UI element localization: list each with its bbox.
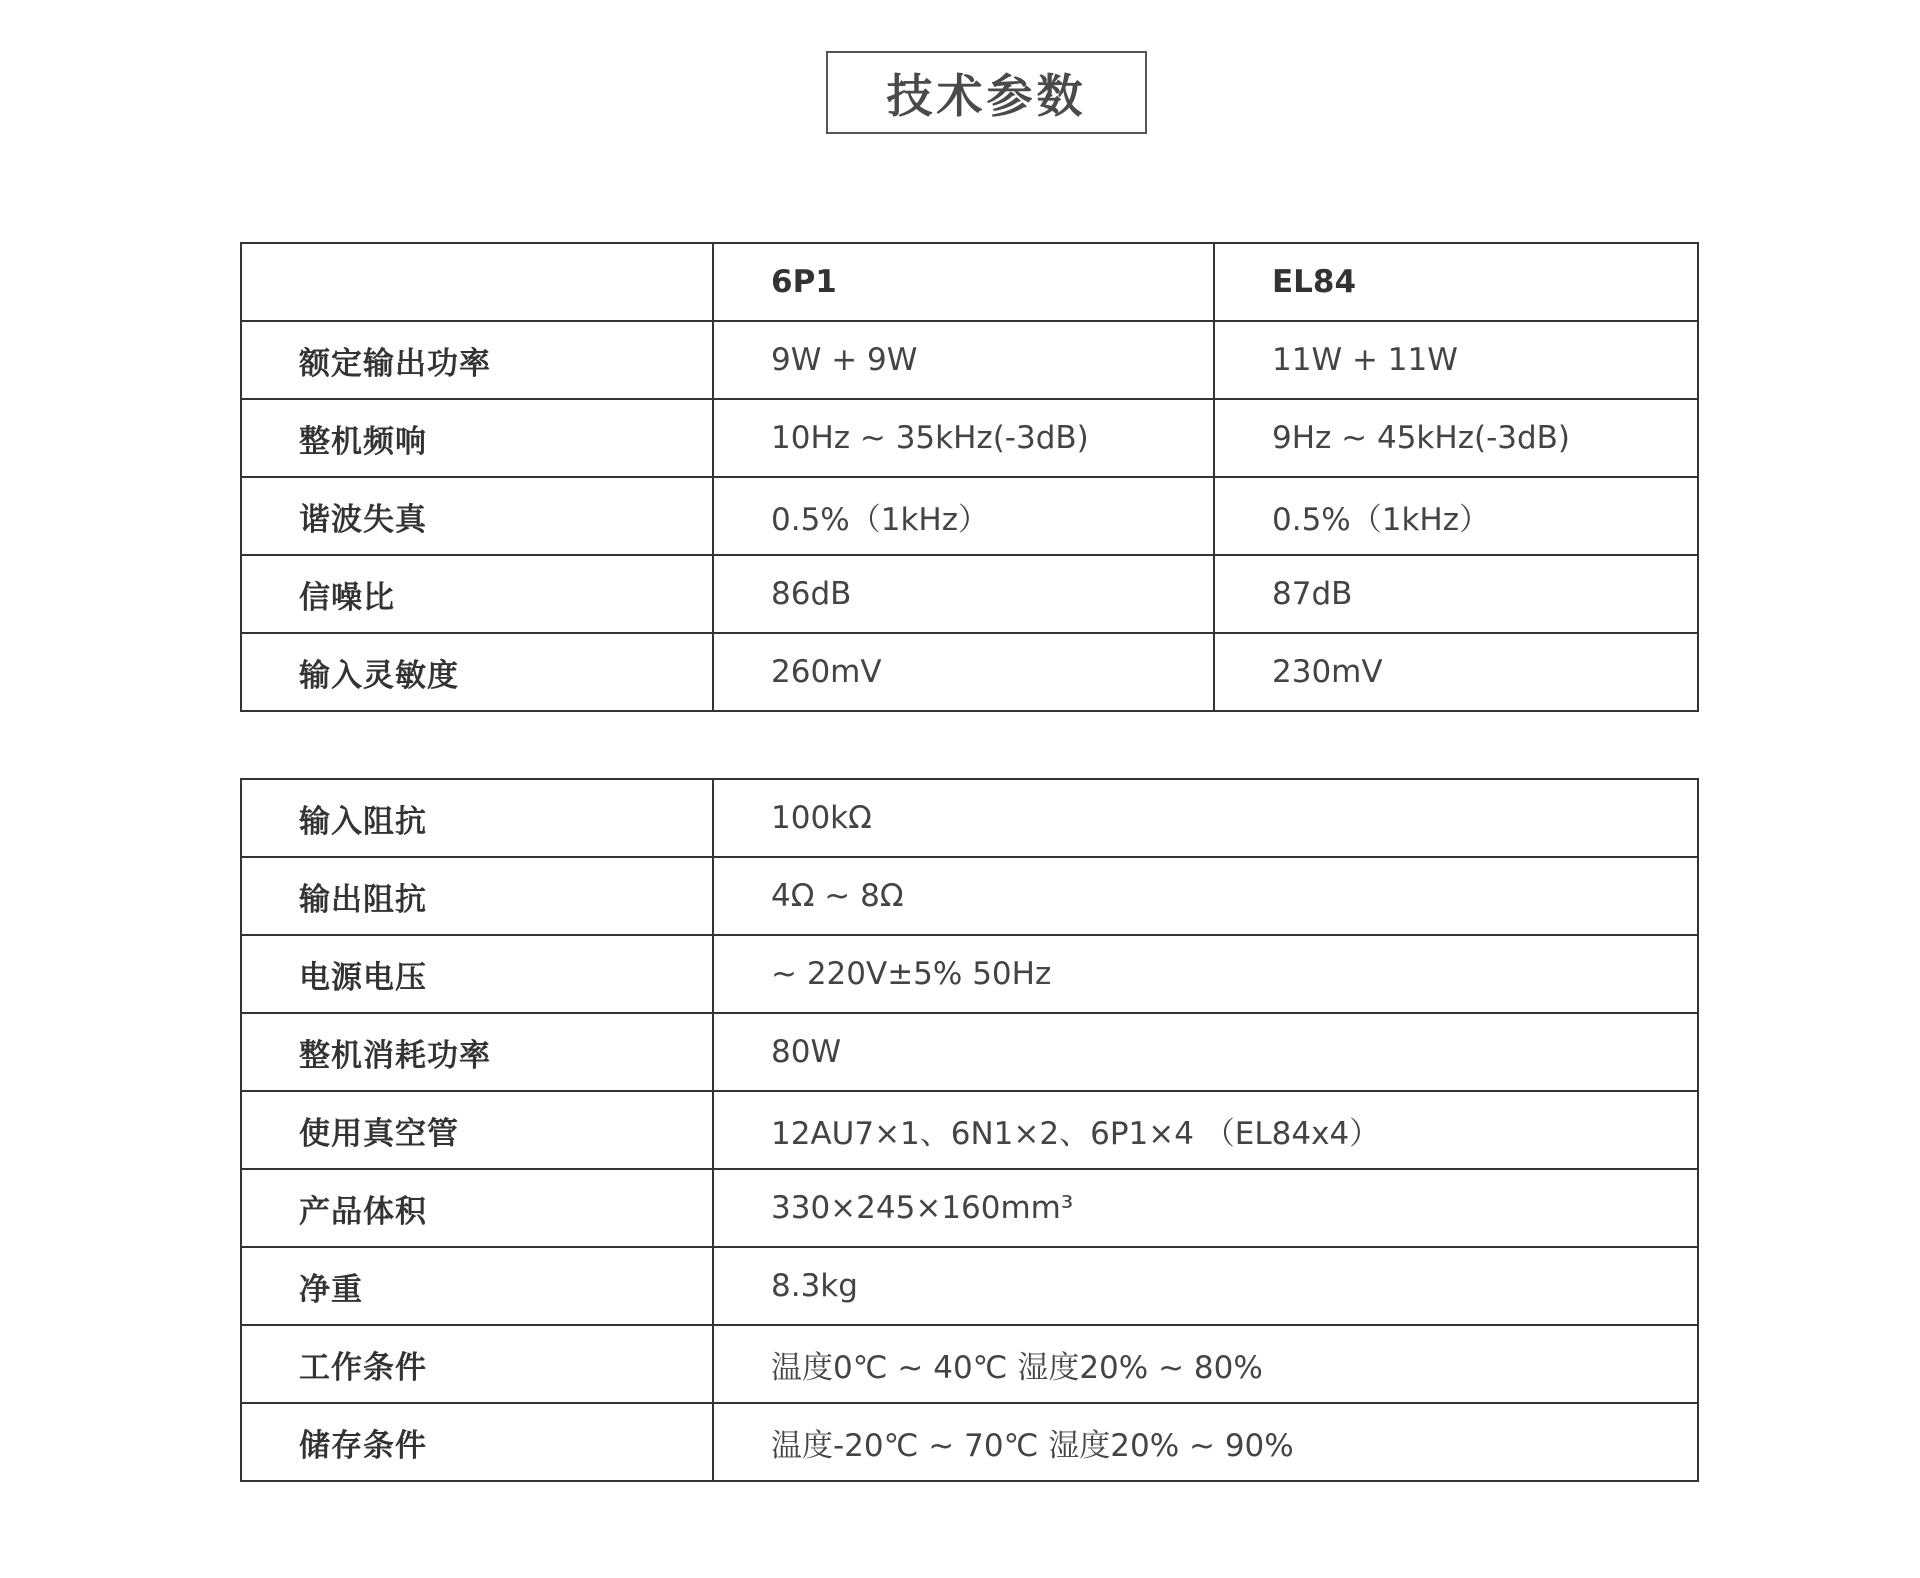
table-row: [241, 555, 1698, 633]
row-value: 温度-20℃ ~ 70℃ 湿度20% ~ 90%: [713, 1403, 1698, 1481]
row-value-el84: 11W + 11W: [1214, 321, 1698, 399]
row-label: 整机频响: [241, 399, 713, 477]
row-value-el84: 87dB: [1214, 555, 1698, 633]
row-value-6p1: 10Hz ~ 35kHz(-3dB): [713, 399, 1214, 477]
row-label: 额定输出功率: [241, 321, 713, 399]
row-label: 储存条件: [241, 1403, 713, 1481]
row-label: 输出阻抗: [241, 857, 713, 935]
row-label: 输入灵敏度: [241, 633, 713, 711]
row-value-el84: 230mV: [1214, 633, 1698, 711]
row-label: 使用真空管: [241, 1091, 713, 1169]
table-row: [241, 1247, 1698, 1325]
table-row: [241, 1013, 1698, 1091]
header-cell-empty: [241, 243, 713, 321]
table-row: [241, 1403, 1698, 1481]
row-value-6p1: 9W + 9W: [713, 321, 1214, 399]
row-value: 温度0℃ ~ 40℃ 湿度20% ~ 80%: [713, 1325, 1698, 1403]
row-value-el84: 9Hz ~ 45kHz(-3dB): [1214, 399, 1698, 477]
page-title: 技术参数: [826, 51, 1147, 134]
header-cell-el84: EL84: [1214, 243, 1698, 321]
table-row: [241, 935, 1698, 1013]
row-value: ~ 220V±5% 50Hz: [713, 935, 1698, 1013]
table-row: [241, 633, 1698, 711]
row-label: 净重: [241, 1247, 713, 1325]
row-label: 整机消耗功率: [241, 1013, 713, 1091]
row-value: 100kΩ: [713, 779, 1698, 857]
table-row: [241, 779, 1698, 857]
table-row: [241, 857, 1698, 935]
row-value-el84: 0.5%（1kHz）: [1214, 477, 1698, 555]
row-label: 谐波失真: [241, 477, 713, 555]
row-value-6p1: 0.5%（1kHz）: [713, 477, 1214, 555]
row-value: 8.3kg: [713, 1247, 1698, 1325]
row-label: 输入阻抗: [241, 779, 713, 857]
header-cell-6p1: 6P1: [713, 243, 1214, 321]
row-value: 330×245×160mm³: [713, 1169, 1698, 1247]
table-header-row: [241, 243, 1698, 321]
table-row: [241, 1325, 1698, 1403]
common-spec-table: [240, 778, 1699, 1482]
comparison-spec-table: [240, 242, 1699, 712]
table-row: [241, 1091, 1698, 1169]
row-value: 80W: [713, 1013, 1698, 1091]
row-value: 4Ω ~ 8Ω: [713, 857, 1698, 935]
row-label: 信噪比: [241, 555, 713, 633]
row-label: 电源电压: [241, 935, 713, 1013]
row-value-6p1: 86dB: [713, 555, 1214, 633]
table-row: [241, 477, 1698, 555]
row-label: 工作条件: [241, 1325, 713, 1403]
table-row: [241, 321, 1698, 399]
row-value: 12AU7×1、6N1×2、6P1×4 （EL84x4）: [713, 1091, 1698, 1169]
table-row: [241, 1169, 1698, 1247]
table-row: [241, 399, 1698, 477]
row-value-6p1: 260mV: [713, 633, 1214, 711]
row-label: 产品体积: [241, 1169, 713, 1247]
